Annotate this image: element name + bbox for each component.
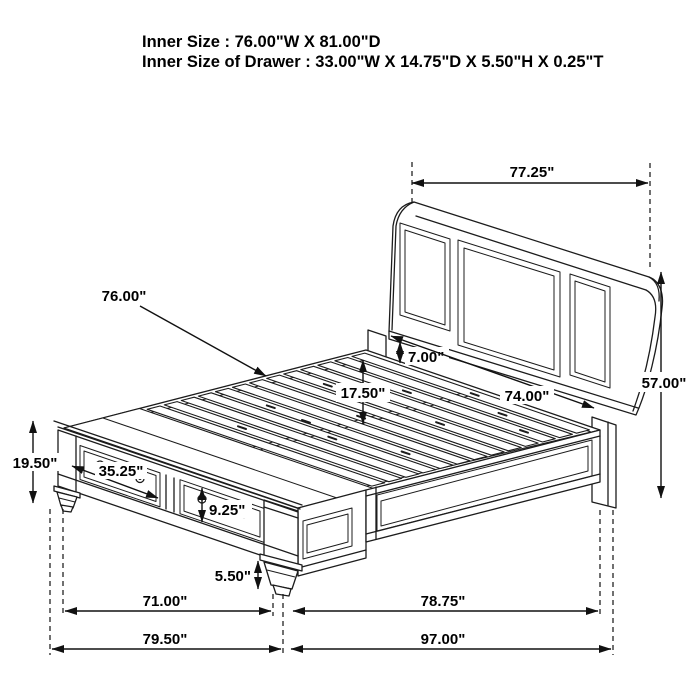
- dim-overall-length: [291, 631, 611, 649]
- dim-platform-height-label: 17.50": [340, 385, 386, 402]
- dim-footboard-span-overall-label: 79.50": [142, 631, 188, 648]
- dim-drawer-front-width-label: 35.25": [98, 463, 144, 480]
- dim-headboard-lower-width-label: 74.00": [504, 388, 550, 405]
- dim-foot-height: [211, 561, 258, 589]
- dim-overall-length-label: 97.00": [420, 631, 466, 648]
- dim-slat-area-width-label: 76.00": [101, 288, 147, 305]
- dim-footboard-span-overall: [52, 631, 281, 649]
- dim-headboard-width-label: 77.25": [509, 164, 555, 181]
- inner-size-note: Inner Size : 76.00"W X 81.00"D: [142, 33, 381, 51]
- dim-slat-area-width: [102, 288, 266, 376]
- dim-side-span-inner-label: 78.75": [420, 593, 466, 610]
- dim-footboard-height-label: 19.50": [12, 455, 58, 472]
- dim-headboard-height-label: 57.00": [641, 375, 687, 392]
- dim-drawer-front-height-label: 9.25": [209, 502, 246, 519]
- header-notes: [142, 33, 603, 71]
- dim-headboard-width: [412, 164, 648, 183]
- drawer-inner-size-note: Inner Size of Drawer : 33.00"W X 14.75"D X 5.50"H X 0.25"T: [142, 53, 604, 71]
- dim-footboard-height: [9, 421, 60, 503]
- dim-footboard-span-inner-label: 71.00": [142, 593, 188, 610]
- dim-footboard-span-inner: [65, 593, 271, 611]
- dim-headboard-gap-label: 7.00": [408, 349, 445, 366]
- dim-side-span-inner: [293, 593, 598, 611]
- dim-foot-height-label: 5.50": [214, 568, 251, 585]
